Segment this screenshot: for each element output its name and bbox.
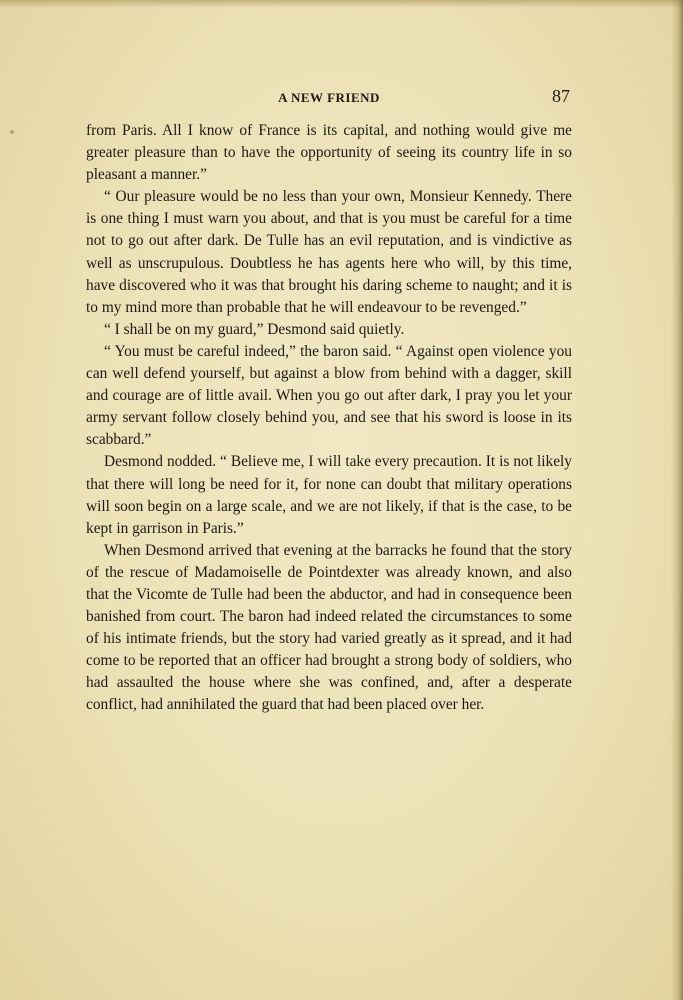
paragraph: “ I shall be on my guard,” Desmond said quietly. bbox=[104, 320, 405, 338]
chapter-title: A NEW FRIEND bbox=[278, 90, 380, 105]
paragraph: “ Our pleasure would be no less than your own, Monsieur Kennedy. There is one thing I must warn you about, and that is you must be careful for a time not to go out after dark. De Tulle has an evil reputation, and is vindictive as well as unscrupulous. Doubtless he has agents here who will, by this time, have discovered who it was that brought his daring scheme to naught; and it is to my mind more than probable that he will endeavour to be revenged.” bbox=[86, 188, 572, 316]
paragraph: “ You must be careful indeed,” the baron said. “ Against open violence you can well defend yourself, but against a blow from behind with a dagger, skill and courage are of little avail. When you go out after dark, I pray you let your army servant follow closely behind you, and see that his sword is loose in its scabbard.” bbox=[86, 342, 572, 449]
body-text bbox=[86, 120, 572, 717]
paragraph: from Paris. All I know of France is its capital, and nothing would give me greater pleasure than to have the opportunity of seeing its country life in so pleasant a manner.” bbox=[86, 122, 572, 184]
page-top-shadow bbox=[0, 0, 683, 8]
page-number: 87 bbox=[552, 86, 570, 106]
paragraph: Desmond nodded. “ Believe me, I will take every precaution. It is not likely that there will long be need for it, for none can doubt that military operations will soon begin on a large scale, and we are not likely, if that is the case, to be kept in garrison in Paris.” bbox=[86, 453, 572, 537]
page-edge-shadow bbox=[671, 0, 683, 1000]
running-head bbox=[86, 84, 572, 114]
paper-spot bbox=[10, 130, 14, 134]
paragraph: When Desmond arrived that evening at the barracks he found that the story of the rescue of Madamoiselle de Pointdexter was already known, and also that the Vicomte de Tulle had been the abductor, and had in consequence been banished from court. The baron had indeed related the circumstances to some of his intimate friends, but the story had varied greatly as it spread, and it had come to be reported that an officer had brought a strong body of soldiers, who had assaulted the house where she was confined, and, after a desperate conflict, had annihilated the guard that had been placed over her. bbox=[86, 541, 572, 714]
book-page bbox=[86, 84, 572, 717]
